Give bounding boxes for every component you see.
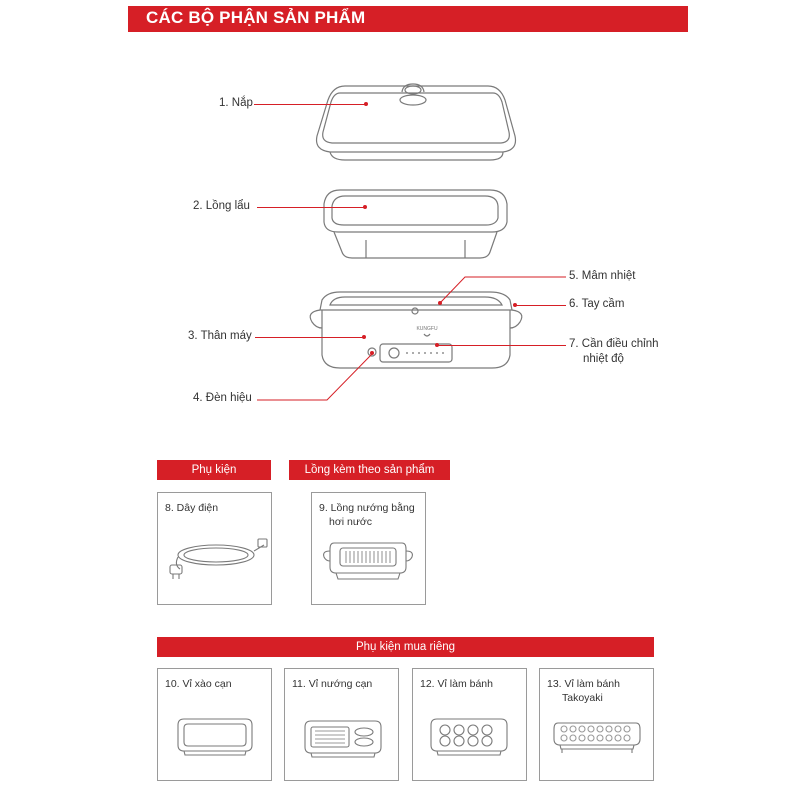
grill-pan-icon: [285, 669, 398, 780]
leader-dot-handle: [513, 303, 517, 307]
tab-accessories: Phụ kiện: [157, 460, 271, 480]
item-cake-pan: [412, 668, 527, 781]
item-steam-basket: [311, 492, 426, 605]
part-label-lid: 1. Nắp: [219, 97, 253, 109]
cake-pan-icon: [413, 669, 526, 780]
part-label-hotpot-basin: 2. Lồng lẩu: [193, 200, 250, 212]
item-takoyaki-pan: [539, 668, 654, 781]
takoyaki-pan-icon: [540, 669, 653, 780]
item-label-steam-basket-line2: hơi nước: [329, 516, 372, 528]
part-label-handle: 6. Tay cầm: [569, 298, 625, 310]
part-label-body: 3. Thân máy: [188, 330, 252, 342]
page-title: CÁC BỘ PHẬN SẢN PHẨM: [146, 8, 366, 27]
leader-dot-temp-control: [435, 343, 439, 347]
item-power-cord: [157, 492, 272, 605]
brand-logo: KUNGFU: [416, 326, 438, 332]
tab-included-basket: Lồng kèm theo sản phẩm: [289, 460, 450, 480]
part-label-temp-control-line1: 7. Cần điều chỉnh: [569, 338, 659, 350]
leader-line-temp-control: [437, 345, 566, 346]
item-label-takoyaki-line1: 13. Vỉ làm bánh: [547, 678, 620, 690]
item-label-shallow-pan: 10. Vỉ xào cạn: [165, 678, 232, 690]
shallow-pan-icon: [158, 669, 271, 780]
item-label-takoyaki-line2: Takoyaki: [562, 692, 603, 704]
item-label-steam-basket-line1: 9. Lồng nướng bằng: [319, 502, 415, 514]
item-label-power-cord: 8. Dây điện: [165, 502, 219, 514]
part-label-indicator-light: 4. Đèn hiệu: [193, 392, 252, 404]
item-label-cake-pan: 12. Vỉ làm bánh: [420, 678, 493, 690]
part-label-temp-control-line2: nhiệt độ: [583, 353, 624, 365]
item-label-grill-pan: 11. Vỉ nướng cạn: [292, 678, 373, 690]
tab-separate-accessories: Phụ kiện mua riêng: [157, 637, 654, 657]
item-shallow-pan: [157, 668, 272, 781]
part-label-heating-plate: 5. Mâm nhiệt: [569, 270, 636, 282]
steam-basket-icon: [312, 493, 425, 604]
item-grill-pan: [284, 668, 399, 781]
power-cord-icon: [158, 493, 271, 604]
leader-line-handle: [516, 305, 566, 306]
